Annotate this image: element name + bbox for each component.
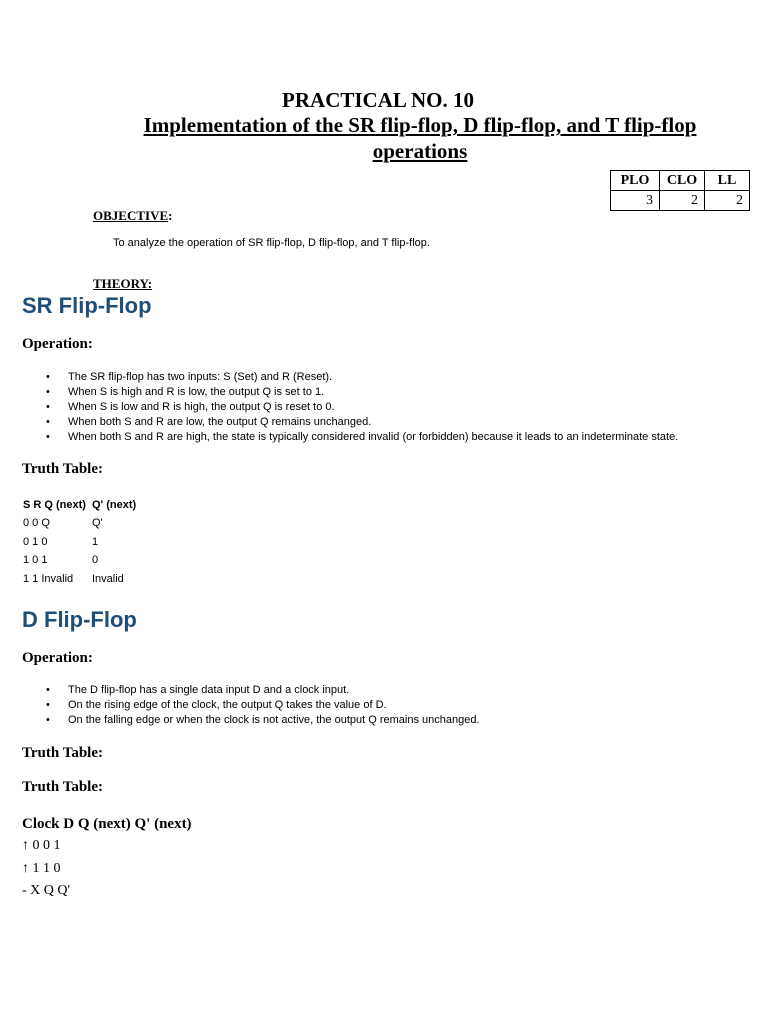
truth-table-cell: 1 <box>92 536 99 548</box>
practical-number: PRACTICAL NO. 10 <box>282 88 474 112</box>
table-row <box>23 553 98 568</box>
grade-table-header-row <box>611 171 750 191</box>
truth-table-cell: 1 0 1 <box>23 554 48 566</box>
bullet-icon: • <box>46 431 50 443</box>
d-truth-table-label-repeat: Truth Table: <box>22 779 103 795</box>
d-operation-list <box>46 683 480 728</box>
sr-operation-label: Operation: <box>22 336 93 352</box>
list-item: • On the rising edge of the clock, the output Q takes the value of D. <box>46 699 387 711</box>
list-item: • On the falling edge or when the clock is not active, the output Q remains unchanged. <box>46 714 480 726</box>
truth-table-header-row: Clock D Q (next) Q' (next) <box>22 816 192 832</box>
bullet-icon: • <box>46 386 50 398</box>
d-truth-table-label: Truth Table: <box>22 745 103 761</box>
table-row <box>23 572 124 587</box>
list-item: • When S is high and R is low, the output Q is set to 1. <box>46 386 325 398</box>
list-item: • When both S and R are high, the state is typically considered invalid (or forbidden) because it leads to an indeterminate state. <box>46 431 679 443</box>
bullet-icon: • <box>46 714 50 726</box>
truth-table-cell: Q' <box>92 517 103 529</box>
sr-operation-list <box>46 370 678 445</box>
list-item: • When S is low and R is high, the output Q is reset to 0. <box>46 401 335 413</box>
truth-table-cell: 0 1 0 <box>23 536 48 548</box>
grade-table-value-row <box>611 191 750 211</box>
objective-label: OBJECTIVE <box>93 208 169 223</box>
grade-header-plo: PLO <box>611 171 660 191</box>
truth-table-cell: Q' (next) <box>92 499 137 511</box>
table-row <box>23 535 98 550</box>
grade-value-plo: 3 <box>611 191 660 211</box>
list-item: • When both S and R are low, the output Q remains unchanged. <box>46 416 372 428</box>
sr-flip-flop-heading: SR Flip-Flop <box>22 293 152 318</box>
truth-table-cell: 1 1 Invalid <box>23 573 74 585</box>
truth-table-cell: S R Q (next) <box>23 499 86 511</box>
table-row <box>23 516 103 531</box>
bullet-icon: • <box>46 401 50 413</box>
grade-value-ll: 2 <box>705 191 750 211</box>
sr-truth-table-label: Truth Table: <box>22 461 103 477</box>
grade-value-clo: 2 <box>660 191 705 211</box>
page-title-continued: operations <box>372 139 468 163</box>
bullet-icon: • <box>46 416 50 428</box>
bullet-icon: • <box>46 684 50 696</box>
truth-table-cell: 0 0 Q <box>23 517 50 529</box>
bullet-icon: • <box>46 371 50 383</box>
table-row: - X Q Q' <box>22 883 71 898</box>
page-title: Implementation of the SR flip-flop, D flip-flop, and T flip-flop <box>143 113 697 137</box>
d-flip-flop-heading: D Flip-Flop <box>22 607 137 632</box>
list-item: • The D flip-flop has a single data input D and a clock input. <box>46 684 350 696</box>
d-operation-label: Operation: <box>22 650 93 666</box>
truth-table-header-row <box>23 498 136 513</box>
grade-header-clo: CLO <box>660 171 705 191</box>
table-row: ↑ 0 0 1 <box>22 838 61 853</box>
grade-header-ll: LL <box>705 171 750 191</box>
objective-text: To analyze the operation of SR flip-flop, D flip-flop, and T flip-flop. <box>113 237 430 249</box>
truth-table-cell: 0 <box>92 554 99 566</box>
bullet-icon: • <box>46 699 50 711</box>
truth-table-cell: Invalid <box>92 573 124 585</box>
theory-label: THEORY: <box>93 276 153 291</box>
objective-colon: : <box>168 208 173 223</box>
list-item: • The SR flip-flop has two inputs: S (Set) and R (Reset). <box>46 371 333 383</box>
plo-clo-ll-table <box>610 170 750 211</box>
objective-heading <box>93 207 172 225</box>
table-row: ↑ 1 1 0 <box>22 861 61 876</box>
